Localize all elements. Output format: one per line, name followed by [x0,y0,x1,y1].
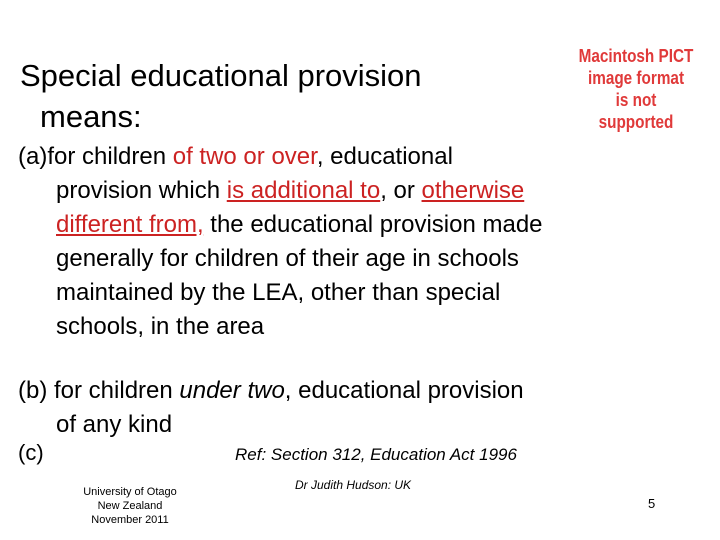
reference-citation: Ref: Section 312, Education Act 1996 [235,445,517,464]
paragraph-a [18,140,638,344]
para-a-line-4: generally for children of their age in schools [56,245,519,272]
para-b-prefix: (b) for children [18,377,180,404]
para-b-rest: , educational provision [284,377,524,404]
para-a-prefix: (a)for children [18,143,173,170]
para-a-line-6: schools, in the area [56,313,265,340]
para-a-highlight-different: different from, [56,211,204,238]
pict-unsupported-notice [577,45,696,133]
paragraph-b [18,374,638,442]
footer-line-1: University of Otago [83,486,177,498]
para-a-highlight-otherwise: otherwise [421,177,525,204]
slide-title [20,55,520,137]
para-a-line-2b: , or [380,177,422,204]
para-a-mid: , educational [316,143,453,170]
para-a-line-3 [18,208,638,242]
pict-line-1: Macintosh PICT [578,46,694,66]
footer-line-3: November 2011 [91,514,169,526]
para-a-line-2a: provision which [56,177,227,204]
para-a-line-3b: the educational provision made [203,211,543,238]
para-a-highlight-additional: is additional to [226,177,381,204]
pict-line-3: is not supported [598,90,674,132]
para-a-line-2 [18,174,638,208]
page-number: 5 [648,496,656,511]
footer-institution [50,485,210,527]
para-a-highlight-age: of two or over [172,143,317,170]
footer-line-2: New Zealand [97,500,163,512]
title-line-1: Special educational provision [20,58,422,93]
para-b-italic: under two [179,377,285,404]
paragraph-c: (c) [18,440,44,465]
para-a-line-5: maintained by the LEA, other than special [56,279,501,306]
para-b-line-2: of any kind [56,411,173,438]
pict-line-2: image format [587,68,685,88]
footer-author: Dr Judith Hudson: UK [295,478,412,492]
title-line-2: means: [40,99,142,134]
